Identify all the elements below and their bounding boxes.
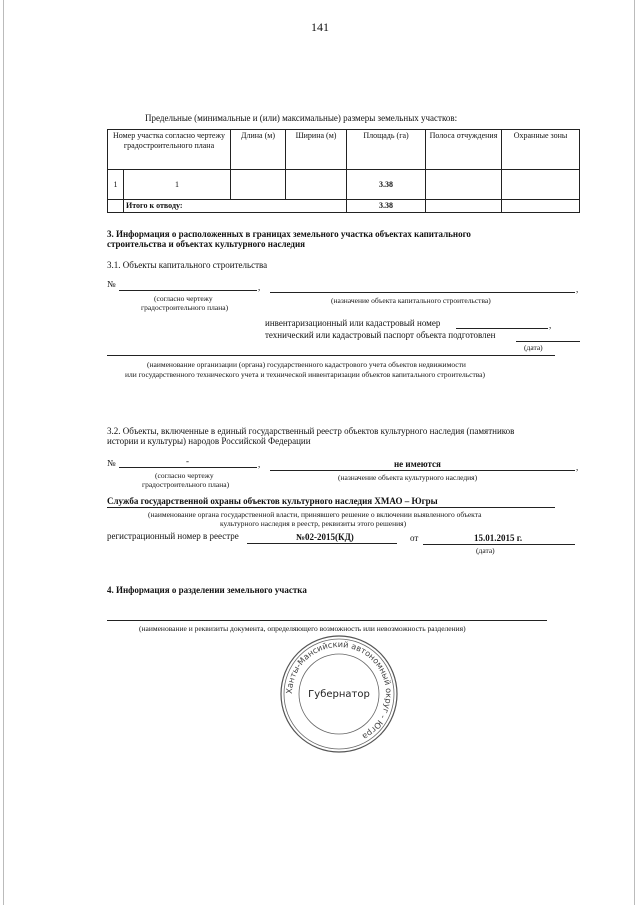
authority-name: Служба государственной охраны объектов культурного наследия ХМАО – Югры [107, 496, 438, 506]
purpose-line [270, 292, 575, 293]
table-total-row [108, 200, 580, 213]
date-caption: (дата) [524, 343, 543, 352]
row-index: 1 [108, 170, 124, 200]
inventory-number-line [456, 328, 548, 329]
comma: , [258, 459, 261, 469]
page-number: 141 [311, 20, 329, 34]
passport-date-line [516, 341, 580, 342]
per-drawing-caption-1: (согласно чертежу [154, 294, 213, 303]
culture-number-line [119, 467, 257, 468]
org-caption-1: (наименование организации (органа) государственного кадастрового учета объектов недвижимости [147, 360, 466, 369]
total-zones [502, 200, 580, 213]
registry-number-label: регистрационный номер в реестре [107, 531, 239, 541]
purpose-caption: (назначение объекта капитального строительства) [331, 296, 491, 305]
culture-number-dash: - [186, 456, 189, 466]
from-label: от [410, 533, 419, 543]
scan-edge-right [634, 0, 635, 905]
no-label: № [107, 279, 116, 289]
scan-edge-left [3, 0, 4, 905]
inventory-number-label: инвентаризационный или кадастровый номер [265, 318, 441, 328]
plot-limits-table [107, 129, 580, 213]
subsection-32-2: истории и культуры) народов Российской Федерации [107, 436, 311, 446]
comma: , [576, 284, 579, 294]
registry-number-value: №02-2015(КД) [296, 532, 354, 542]
total-blank [108, 200, 124, 213]
total-label: Итого к отводу: [124, 200, 347, 213]
stamp-center-text: Губернатор [308, 689, 370, 700]
stamp-ring-text: Ханты-Мансийский автономный округ - Югра [283, 638, 395, 743]
comma: , [576, 462, 579, 472]
per-drawing-caption-1: (согласно чертежу [155, 471, 214, 480]
comma: , [258, 282, 261, 292]
governor-stamp [278, 633, 400, 755]
header-exclusion-strip: Полоса отчуждения [426, 130, 502, 170]
no-label: № [107, 458, 116, 468]
division-document-line [107, 620, 547, 621]
number-line [119, 290, 257, 291]
comma: , [549, 320, 552, 330]
registry-date-caption: (дата) [476, 546, 495, 555]
row-length [231, 170, 286, 200]
registry-number-line [247, 543, 397, 544]
row-plot-number: 1 [124, 170, 231, 200]
total-exclusion [426, 200, 502, 213]
org-line [107, 355, 555, 356]
row-exclusion-strip [426, 170, 502, 200]
table-header-row [108, 130, 580, 170]
section3-title-2: строительства и объектах культурного наследия [107, 239, 306, 249]
per-drawing-caption-2: градостроительного плана) [142, 480, 230, 489]
per-drawing-caption-2: градостроительного плана) [141, 303, 229, 312]
passport-label: технический или кадастровый паспорт объекта подготовлен [265, 330, 496, 340]
section4-title: 4. Информация о разделении земельного участка [107, 585, 307, 595]
table-row [108, 170, 580, 200]
header-protected-zones: Охранные зоны [502, 130, 580, 170]
subsection-31: 3.1. Объекты капитального строительства [107, 260, 268, 270]
culture-object-value: не имеются [394, 459, 441, 469]
row-width [286, 170, 347, 200]
authority-caption-2: культурного наследия в реестр, реквизиты этого решения) [220, 519, 407, 528]
limits-heading: Предельные (минимальные и (или) максимальные) размеры земельных участков: [145, 113, 458, 123]
subsection-32-1: 3.2. Объекты, включенные в единый государственный реестр объектов культурного наследия (памятников [107, 426, 515, 436]
header-area: Площадь (га) [347, 130, 426, 170]
section3-title-1: 3. Информация о расположенных в границах земельного участка объектах капитального [107, 229, 471, 239]
culture-purpose-line [270, 470, 575, 471]
division-document-caption: (наименование и реквизиты документа, определяющего возможность или невозможность разделения) [139, 624, 466, 633]
authority-line [107, 507, 555, 508]
row-protected-zones [502, 170, 580, 200]
org-caption-2: или государственного технического учета и технической инвентаризации объектов капитального строительства) [125, 370, 486, 379]
registry-date-line [423, 544, 575, 545]
header-plot-number: Номер участка согласно чертежу градостроительного плана [108, 130, 231, 170]
total-area: 3.38 [347, 200, 426, 213]
header-width: Ширина (м) [286, 130, 347, 170]
registry-date-value: 15.01.2015 г. [474, 533, 523, 543]
authority-caption-1: (наименование органа государственной власти, принявшего решение о включении выявленного объекта [148, 510, 482, 519]
culture-purpose-caption: (назначение объекта культурного наследия) [338, 473, 478, 482]
header-length: Длина (м) [231, 130, 286, 170]
row-area: 3.38 [347, 170, 426, 200]
